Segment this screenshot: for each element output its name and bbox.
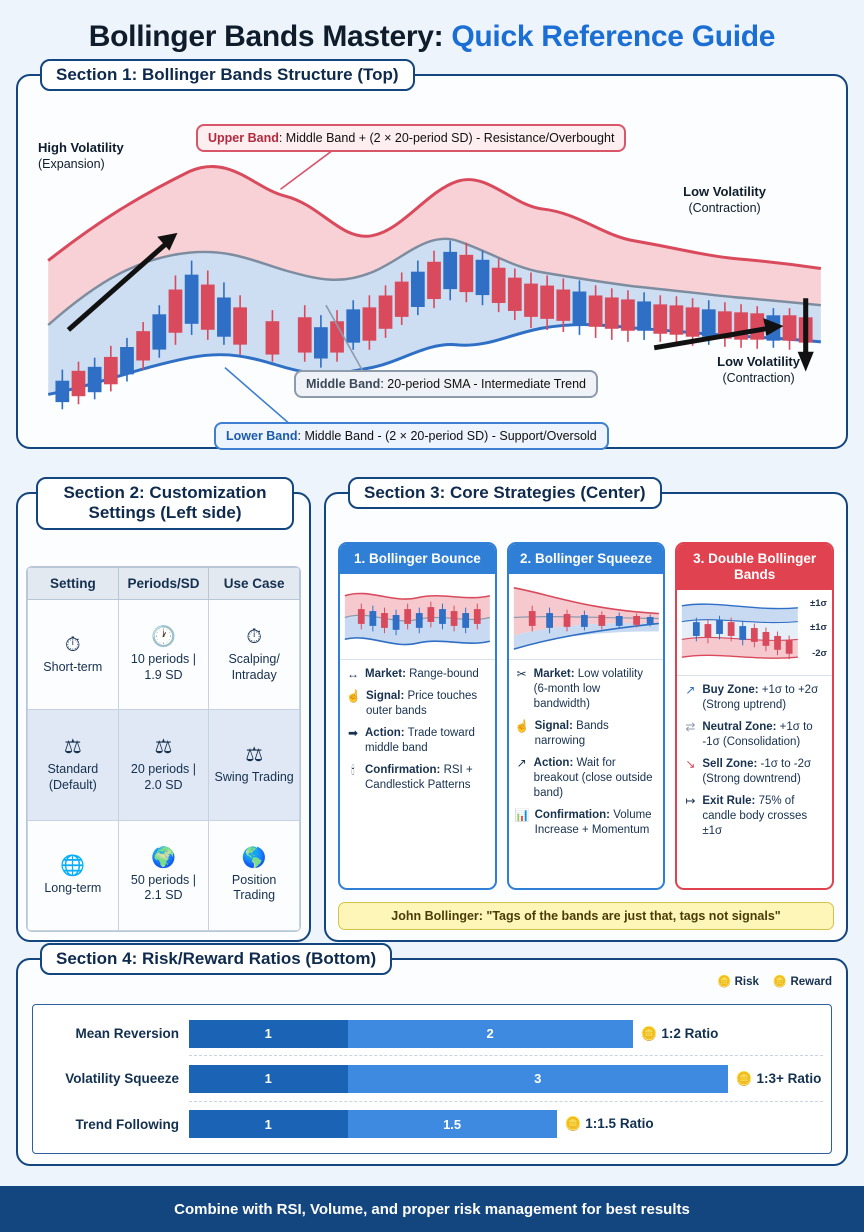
bar-segment-reward: 1.5 (348, 1110, 557, 1138)
bar-track (189, 1102, 823, 1147)
bar-segment-reward: 3 (348, 1065, 728, 1093)
list-item (346, 726, 489, 756)
bar-ratio-label: 1:1.5 Ratio (585, 1116, 654, 1132)
sigma-label-plus1: ±1σ (810, 598, 828, 610)
list-item-label: Neutral Zone: (702, 721, 777, 734)
pointer-icon: ☝ (514, 719, 530, 733)
list-item-text: 75% of candle body crosses ±1σ (702, 795, 808, 837)
callout-middle-band (294, 370, 598, 398)
list-item-label: Sell Zone: (702, 758, 758, 771)
list-item (346, 667, 489, 682)
list-item-label: Market: (365, 668, 406, 681)
bar-segment-risk: 1 (189, 1065, 348, 1093)
bar-ratio (736, 1071, 821, 1087)
scales-icon: ⚖ (154, 736, 173, 759)
bar-row-volatility-squeeze (41, 1056, 823, 1101)
squeeze-icon: ✂ (516, 667, 527, 682)
col-setting: Setting (28, 568, 119, 600)
annotation-low-volatility-bottom-sub: (Contraction) (722, 371, 795, 386)
annotation-low-volatility-bottom (717, 354, 800, 387)
list-item (346, 763, 489, 793)
col-periods: Periods/SD (118, 568, 209, 600)
cell-usecase-label: Swing Trading (214, 770, 294, 785)
arrows-horizontal-icon: ↔ (347, 667, 359, 682)
list-item (683, 683, 826, 713)
list-item-text: Price touches outer bands (365, 690, 478, 718)
callout-lower-label: Lower Band (226, 429, 298, 443)
annotation-low-volatility-right-title: Low Volatility (683, 184, 766, 199)
cell-usecase-label: Scalping/ Intraday (228, 652, 280, 682)
strategy-2-header: 2. Bollinger Squeeze (509, 544, 664, 574)
table-header-row (28, 568, 300, 600)
list-item-text: Low volatility (6-month low bandwidth) (533, 668, 643, 711)
cell-setting-label: Long-term (44, 880, 102, 895)
list-item-label: Action: (533, 756, 574, 769)
strategy-cards (338, 542, 834, 890)
list-item (683, 757, 826, 787)
list-item (346, 689, 489, 719)
cell-periods (118, 710, 209, 820)
scales-icon: ⚖ (63, 736, 82, 759)
bollinger-chart (28, 102, 836, 443)
list-item-label: Confirmation: (534, 808, 611, 821)
strategy-2-list (509, 660, 664, 850)
callout-upper-text: : Middle Band + (2 × 20-period SD) - Resistance/Overbought (278, 131, 615, 145)
cell-usecase (209, 710, 300, 820)
list-item (515, 808, 658, 838)
bar-row-trend-following (41, 1102, 823, 1147)
list-item-label: Action: (365, 727, 405, 739)
list-item-text: RSI + Candlestick Patterns (365, 763, 473, 791)
table-row (28, 600, 300, 710)
section-4-title: Section 4: Risk/Reward Ratios (Bottom) (40, 943, 392, 975)
settings-table (26, 566, 301, 932)
annotation-low-volatility-right-sub: (Contraction) (688, 201, 761, 216)
strategy-card-bollinger-squeeze (507, 542, 666, 890)
bar-ratio (565, 1116, 654, 1132)
arrow-right-icon: ➡ (347, 726, 359, 740)
bar-chart-icon: 📊 (514, 807, 530, 822)
annotation-low-volatility-bottom-title: Low Volatility (717, 354, 800, 369)
strategy-1-header: 1. Bollinger Bounce (340, 544, 495, 574)
section-2-title: Section 2: Customization Settings (Left side) (36, 477, 294, 530)
legend-risk (717, 974, 759, 988)
sigma-label-plus1b: ±1σ (810, 622, 828, 634)
stopwatch-icon: ⏱ (65, 633, 81, 656)
bar-track (189, 1056, 823, 1101)
page-title-main: Bollinger Bands Mastery: (88, 20, 452, 53)
list-item-label: Market: (533, 668, 575, 681)
arrows-horizontal-icon: ⇄ (685, 720, 696, 735)
scales-icon: ⚖ (245, 744, 264, 767)
list-item-text: +1σ to -1σ (Consolidation) (702, 721, 813, 749)
list-item-text: -1σ to -2σ (Strong downtrend) (702, 758, 812, 786)
strategy-3-header: 3. Double Bollinger Bands (677, 544, 832, 590)
clock-icon: 🕐 (151, 626, 176, 649)
page-title-accent: Quick Reference Guide (451, 20, 776, 53)
table-row (28, 820, 300, 930)
section-3-title: Section 3: Core Strategies (Center) (348, 477, 662, 509)
coins-icon: 🪙 (717, 976, 732, 988)
pointer-icon: ☝ (346, 689, 361, 704)
section-4-risk-reward (16, 949, 848, 1166)
section-3-strategies (324, 483, 848, 942)
strategy-card-double-bollinger (675, 542, 834, 890)
list-item (515, 719, 658, 749)
strategy-1-list (340, 660, 495, 806)
arrow-down-right-icon: ↘ (685, 757, 696, 772)
list-item-label: Signal: (365, 690, 405, 703)
list-item-label: Signal: (534, 720, 573, 732)
globe-icon: 🌍 (151, 846, 176, 869)
section-2-customization (16, 483, 311, 942)
list-item-text: Volume Increase + Momentum (534, 808, 652, 836)
section-1-structure (16, 65, 848, 449)
cell-periods-label: 50 periods | 2.1 SD (130, 872, 197, 903)
arrow-up-right-icon: ↗ (516, 755, 527, 770)
cell-usecase-label: Position Trading (231, 872, 277, 903)
bar-segment-risk: 1 (189, 1110, 348, 1138)
callout-lower-band (214, 422, 609, 450)
callout-middle-label: Middle Band (306, 377, 381, 391)
cell-setting-label: Standard (Default) (47, 762, 99, 792)
callout-upper-label: Upper Band (208, 131, 279, 145)
footer-text: Combine with RSI, Volume, and proper risk management for best results (174, 1200, 690, 1218)
globe-icon: 🌐 (60, 854, 86, 877)
callout-middle-text: : 20-period SMA - Intermediate Trend (380, 377, 586, 391)
coins-icon: 🪙 (772, 976, 788, 988)
list-item (515, 756, 658, 801)
list-item (683, 720, 826, 750)
cell-setting (28, 600, 119, 710)
col-usecase: Use Case (209, 568, 300, 600)
list-item-text: Trade toward middle band (365, 727, 475, 754)
arrow-up-right-icon: ↗ (685, 683, 696, 698)
bar-ratio (641, 1026, 719, 1042)
bar-ratio-label: 1:3+ Ratio (756, 1070, 822, 1086)
list-item-text: Wait for breakout (close outside band) (533, 756, 653, 799)
bar-label: Mean Reversion (75, 1026, 179, 1042)
list-item-text: Bands narrowing (534, 720, 609, 747)
list-item-label: Confirmation: (365, 763, 441, 776)
coins-icon: 🪙 (735, 1070, 753, 1086)
stopwatch-icon: ⏱ (246, 626, 262, 649)
bar-track (189, 1011, 823, 1056)
callout-lower-text: : Middle Band - (2 × 20-period SD) - Support/Oversold (297, 429, 597, 443)
bollinger-quote: John Bollinger: "Tags of the bands are just that, tags not signals" (338, 902, 834, 930)
legend-reward-label: Reward (790, 976, 832, 988)
exit-icon: ↦ (685, 794, 696, 808)
page-title (16, 0, 848, 62)
legend-risk-label: Risk (734, 976, 759, 988)
cell-setting (28, 820, 119, 930)
strategy-1-minichart (340, 574, 495, 660)
list-item (683, 794, 826, 839)
bar-segment-reward: 2 (348, 1020, 633, 1048)
cell-periods-label: 10 periods | 1.9 SD (130, 652, 197, 682)
cell-setting (28, 710, 119, 820)
bar-label: Volatility Squeeze (65, 1071, 179, 1087)
annotation-high-volatility-sub: (Expansion) (38, 157, 105, 172)
legend-reward (773, 974, 832, 988)
list-item-text: +1σ to +2σ (Strong uptrend) (702, 684, 819, 712)
strategy-2-minichart (509, 574, 664, 660)
bar-label: Trend Following (75, 1116, 179, 1132)
bar-ratio-label: 1:2 Ratio (661, 1025, 719, 1041)
sigma-label-minus2: -2σ (812, 648, 828, 660)
cell-periods-label: 20 periods | 2.0 SD (130, 762, 197, 792)
bar-segment-risk: 1 (189, 1020, 348, 1048)
section-1-title: Section 1: Bollinger Bands Structure (Top) (40, 59, 415, 91)
strategy-3-list (677, 676, 832, 851)
chart-legend (717, 974, 832, 988)
annotation-low-volatility-right (683, 184, 766, 217)
strategy-card-bollinger-bounce (338, 542, 497, 890)
risk-reward-chart (32, 1004, 832, 1154)
list-item-label: Exit Rule: (702, 795, 756, 807)
cell-setting-label: Short-term (43, 659, 103, 674)
table-row (28, 710, 300, 820)
cell-periods (118, 820, 209, 930)
annotation-high-volatility (38, 140, 124, 173)
cell-periods (118, 600, 209, 710)
coins-icon: 🪙 (564, 1116, 582, 1132)
strategy-3-minichart (677, 590, 832, 676)
list-item-label: Buy Zone: (702, 684, 759, 697)
bar-row-mean-reversion (41, 1011, 823, 1056)
candlestick-icon: 🕯 (351, 762, 355, 777)
coins-icon: 🪙 (640, 1025, 658, 1041)
list-item-text: Range-bound (405, 668, 479, 681)
cell-usecase (209, 820, 300, 930)
callout-upper-band (196, 124, 626, 152)
cell-usecase (209, 600, 300, 710)
annotation-high-volatility-title: High Volatility (38, 140, 124, 155)
footer-banner (0, 1186, 864, 1232)
list-item (515, 667, 658, 712)
globe-icon: 🌎 (241, 846, 267, 869)
